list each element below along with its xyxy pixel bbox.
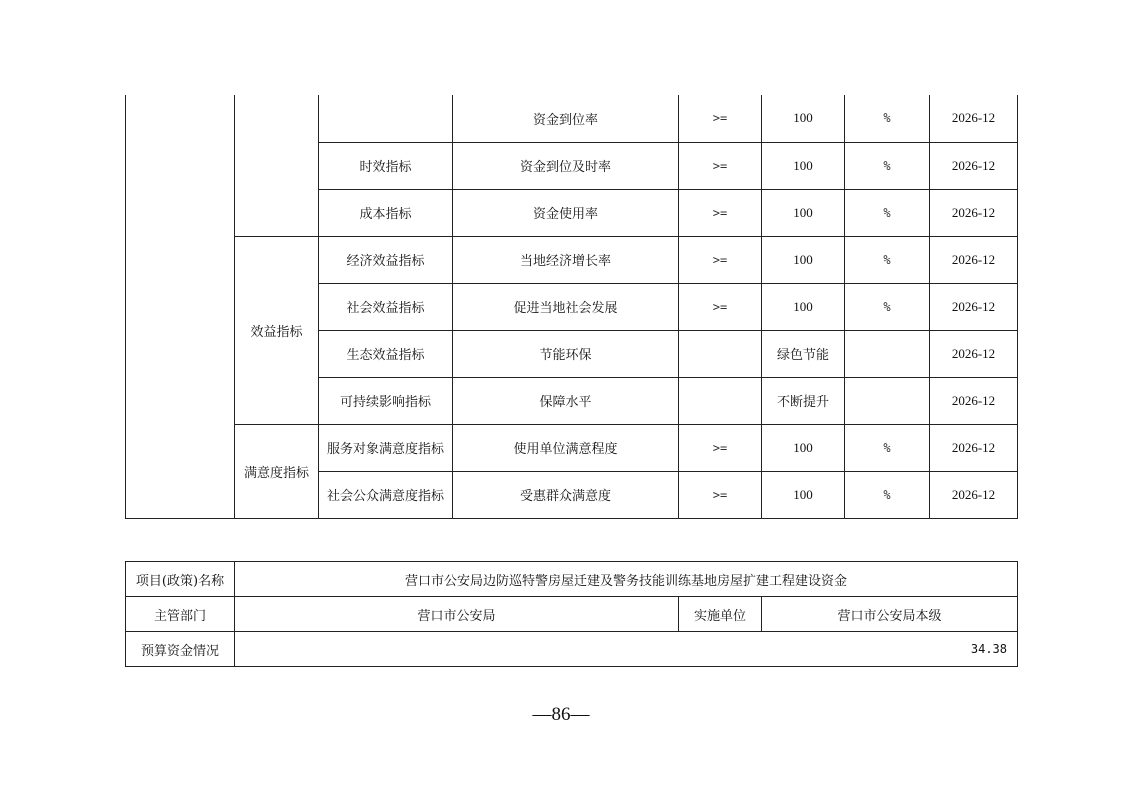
indicator-name: 使用单位满意程度 (453, 424, 679, 471)
deadline: 2026-12 (930, 283, 1018, 330)
target-value: 100 (762, 189, 845, 236)
unit: % (845, 424, 930, 471)
indicator-name: 资金使用率 (453, 189, 679, 236)
operator (679, 330, 762, 377)
page-number: —86— (532, 704, 590, 725)
sub-indicator: 时效指标 (319, 142, 453, 189)
operator: >= (679, 236, 762, 283)
category-benefit: 效益指标 (235, 236, 319, 424)
deadline: 2026-12 (930, 330, 1018, 377)
sub-indicator: 社会效益指标 (319, 283, 453, 330)
sub-indicator: 服务对象满意度指标 (319, 424, 453, 471)
deadline: 2026-12 (930, 142, 1018, 189)
operator: >= (679, 189, 762, 236)
level2-cell-output (235, 95, 319, 236)
operator: >= (679, 424, 762, 471)
table-row (126, 236, 1018, 283)
project-name-value: 营口市公安局边防巡特警房屋迁建及警务技能训练基地房屋扩建工程建设资金 (235, 562, 1018, 597)
budget-label: 预算资金情况 (126, 632, 235, 667)
indicator-name: 促进当地社会发展 (453, 283, 679, 330)
target-value: 不断提升 (762, 377, 845, 424)
sub-indicator (319, 95, 453, 142)
deadline: 2026-12 (930, 471, 1018, 518)
unit: % (845, 283, 930, 330)
deadline: 2026-12 (930, 236, 1018, 283)
indicator-name: 保障水平 (453, 377, 679, 424)
operator: >= (679, 283, 762, 330)
indicator-name: 资金到位及时率 (453, 142, 679, 189)
deadline: 2026-12 (930, 95, 1018, 142)
impl-value: 营口市公安局本级 (762, 597, 1018, 632)
dept-value: 营口市公安局 (235, 597, 679, 632)
sub-indicator: 可持续影响指标 (319, 377, 453, 424)
level1-cell (126, 95, 235, 518)
sub-indicator: 生态效益指标 (319, 330, 453, 377)
target-value: 100 (762, 236, 845, 283)
operator: >= (679, 471, 762, 518)
table-row (126, 424, 1018, 471)
table-row (126, 95, 1018, 142)
target-value: 100 (762, 95, 845, 142)
indicator-table (125, 95, 1018, 519)
unit: % (845, 471, 930, 518)
target-value: 绿色节能 (762, 330, 845, 377)
category-satisfaction: 满意度指标 (235, 424, 319, 518)
table-row (126, 562, 1018, 597)
operator: >= (679, 142, 762, 189)
target-value: 100 (762, 471, 845, 518)
indicator-name: 当地经济增长率 (453, 236, 679, 283)
table-row (126, 632, 1018, 667)
impl-label: 实施单位 (679, 597, 762, 632)
unit: % (845, 142, 930, 189)
target-value: 100 (762, 424, 845, 471)
sub-indicator: 社会公众满意度指标 (319, 471, 453, 518)
unit (845, 377, 930, 424)
operator (679, 377, 762, 424)
indicator-name: 节能环保 (453, 330, 679, 377)
indicator-name: 资金到位率 (453, 95, 679, 142)
unit: % (845, 95, 930, 142)
deadline: 2026-12 (930, 189, 1018, 236)
project-name-label: 项目(政策)名称 (126, 562, 235, 597)
unit: % (845, 236, 930, 283)
table-row (126, 597, 1018, 632)
target-value: 100 (762, 142, 845, 189)
unit: % (845, 189, 930, 236)
deadline: 2026-12 (930, 377, 1018, 424)
unit (845, 330, 930, 377)
target-value: 100 (762, 283, 845, 330)
budget-value: 34.38 (235, 632, 1018, 667)
sub-indicator: 经济效益指标 (319, 236, 453, 283)
operator: >= (679, 95, 762, 142)
indicator-name: 受惠群众满意度 (453, 471, 679, 518)
sub-indicator: 成本指标 (319, 189, 453, 236)
dept-label: 主管部门 (126, 597, 235, 632)
deadline: 2026-12 (930, 424, 1018, 471)
project-info-table (125, 561, 1018, 667)
